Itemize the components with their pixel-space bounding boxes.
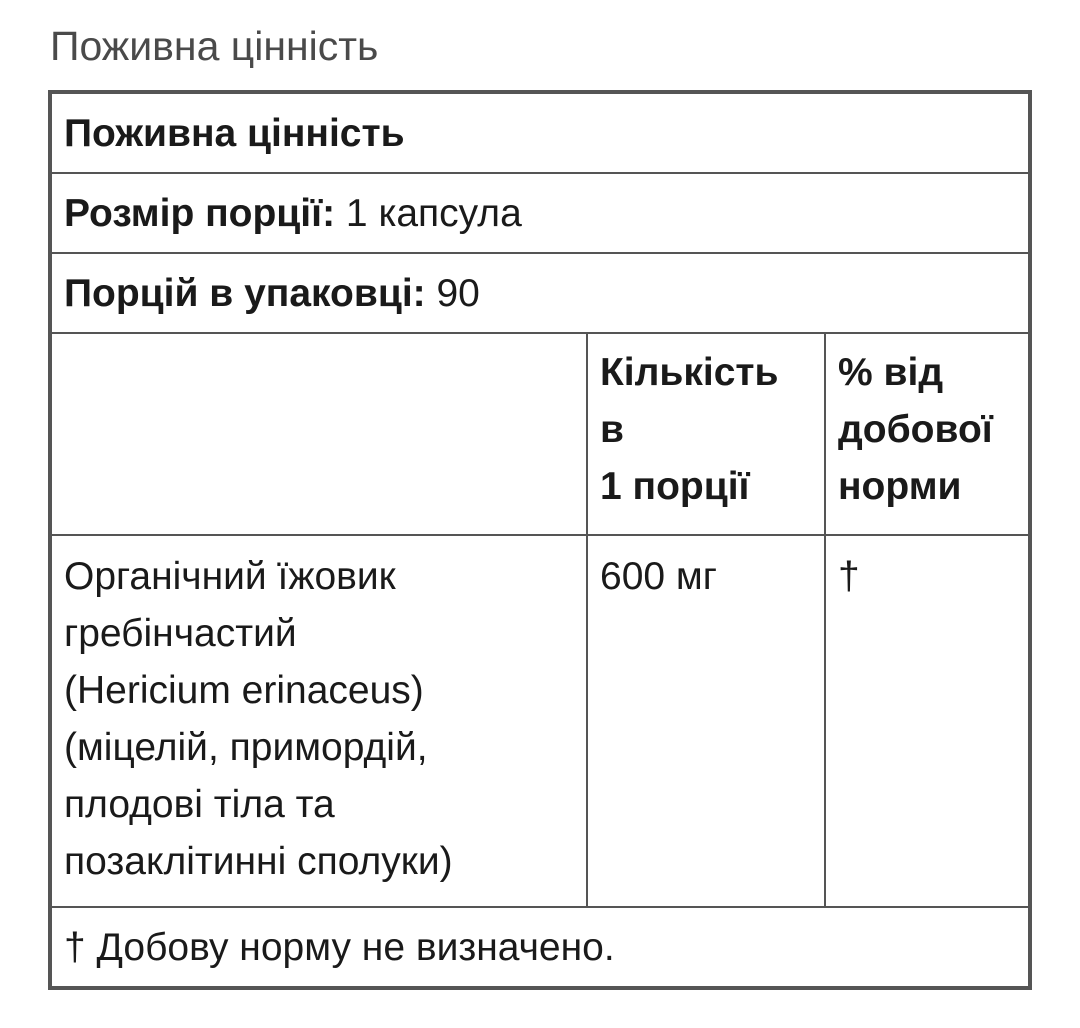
servings-per-container-value: 90 — [425, 271, 480, 315]
ingredient-daily-value: † — [825, 535, 1029, 907]
column-header-row — [51, 333, 1029, 535]
column-header-name — [51, 333, 587, 535]
serving-size-label: Розмір порції: — [64, 191, 336, 235]
nutrition-facts-table — [48, 90, 1032, 990]
page-title: Поживна цінність — [50, 23, 379, 69]
ingredient-name: Органічний їжовик гребінчастий (Hericium erinaceus) (міцелій, примордій, плодові тіла та позаклітинні сполуки) — [51, 535, 587, 907]
servings-per-container-cell — [51, 253, 1029, 333]
ingredient-amount: 600 мг — [587, 535, 825, 907]
table-title: Поживна цінність — [51, 93, 1029, 173]
serving-size-value: 1 капсула — [335, 191, 522, 235]
table-title-row — [51, 93, 1029, 173]
footnote: † Добову норму не визначено. — [51, 907, 1029, 987]
footnote-row — [51, 907, 1029, 987]
servings-per-container-row — [51, 253, 1029, 333]
servings-per-container-label: Порцій в упаковці: — [64, 271, 426, 315]
table-row — [51, 535, 1029, 907]
serving-size-cell — [51, 173, 1029, 253]
serving-size-row — [51, 173, 1029, 253]
column-header-daily-value: % від добової норми — [825, 333, 1029, 535]
column-header-amount: Кількість в 1 порції — [587, 333, 825, 535]
